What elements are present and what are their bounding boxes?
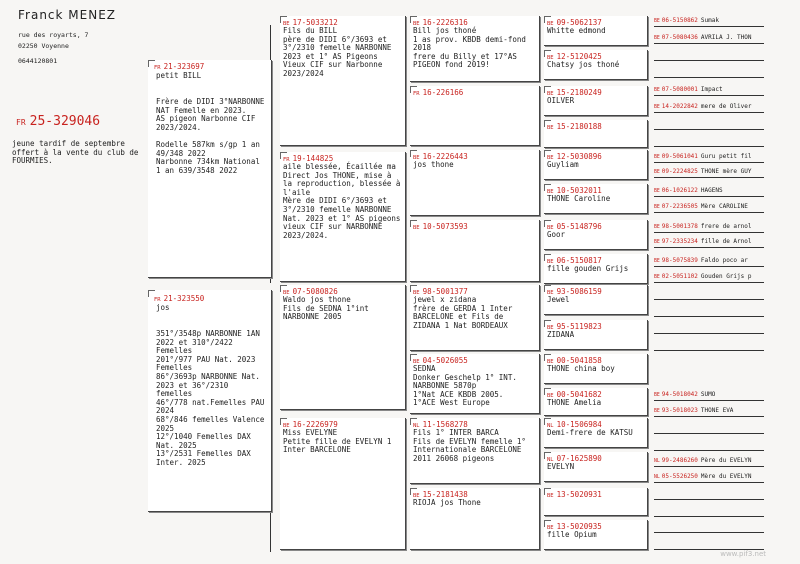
subject-description: jeune tardif de septembre offert à la vente du club de FOURMIES. [12, 139, 139, 166]
gen4-name: Guyliam [547, 160, 579, 169]
gen4-card[interactable]: BE 12-5030896 Guyliam [544, 150, 648, 180]
great-grandparent-notes: Fils 1° INTER BARCA Fils de EVELYN femelle 1° Internationale BARCELONE 2011 26068 pigeons [413, 428, 526, 463]
gen5-entry[interactable]: BE 06-5150862 Sumak [654, 15, 764, 27]
gen5-entry[interactable] [654, 538, 764, 550]
gen4-name: Demi-frere de KATSU [547, 428, 633, 437]
gen5-entry[interactable]: BE 98-5075839 Faldo poco ar [654, 255, 764, 267]
great-grandparent-notes: SEDNA Donker Geschelp 1° INT. NARBONNE 5870p 1°Nat ACE KBDB 2005. 1°ACE West Europe [413, 364, 517, 408]
gen5-entry[interactable]: BE 06-1026122 HAGENS [654, 185, 764, 197]
gen5-entry[interactable]: BE 98-5001378 frere de arnol [654, 221, 764, 233]
gen4-card[interactable]: BE 93-5086159 Jewel [544, 285, 648, 315]
gen4-name: Jewel [547, 295, 570, 304]
father-name: petit BILL [156, 71, 202, 80]
subject-country: FR [16, 118, 26, 127]
grandparent-notes: Miss EVELYNE Petite fille de EVELYN 1 Inter BARCELONE [283, 428, 392, 455]
gen5-entry[interactable]: BE 14-2022842 mere de Oliver [654, 101, 764, 113]
gen5-entry[interactable]: BE 02-5051102 Gouden Grijs p [654, 271, 764, 283]
gen4-name: THONE china boy [547, 364, 615, 373]
gen5-entry[interactable] [654, 288, 764, 300]
gen5-entry[interactable]: BE 97-2335234 fille de Arnol [654, 236, 764, 248]
great-grandparent-card[interactable]: NL 11-1568278 Fils 1° INTER BARCA Fils de EVELYN femelle 1° Internationale BARCELONE 2011 26068 pigeons [410, 418, 540, 484]
gen4-name: fille gouden Grijs [547, 264, 629, 273]
great-grandparent-card[interactable]: BE 16-2226316 Bill jos thoné 1 as prov. KBDB demi-fond 2018 frere du Billy et 17°AS PIGEON fond 2019! [410, 16, 540, 82]
gen4-name: EVELYN [547, 462, 575, 471]
gen5-entry[interactable]: BE 07-5080436 AVRILA J. THON [654, 32, 764, 44]
great-grandparent-card[interactable]: BE 10-5073593 [410, 220, 540, 282]
father-notes: Frère de DIDI 3°NARBONNE NAT Femelle en 2023. AS pigeon Narbonne CIF 2023/2024. Rodelle 587km s/gp 1 an 49/348 2022 Narbonne 734km National 1 an 639/3548 2022 [156, 97, 265, 175]
gen4-card[interactable]: BE 95-5119823 ZIDANA [544, 320, 648, 350]
gen4-card[interactable]: BE 12-5120425 Chatsy jos thoné [544, 50, 648, 80]
grandparent-notes: aile blessée, Écaillée ma Direct Jos THONE, mise à la reproduction, blessée à l'aile Mère de DIDI 6°/3693 et 3°/2310 femelle NARBONNE Nat. 2023 et 1° AS pigeons vieux CIF sur NARBONNE 2023/2024. [283, 162, 401, 240]
great-grandparent-notes: RIOJA jos Thone [413, 498, 481, 507]
gen4-card[interactable]: BE 06-5150817 fille gouden Grijs [544, 254, 648, 284]
gen5-entry[interactable] [654, 118, 764, 130]
gen5-entry[interactable]: NL 05-5526250 Mère du EVELYN [654, 471, 764, 483]
gen4-card[interactable]: BE 13-5020931 [544, 488, 648, 516]
great-grandparent-notes: jewel x zidana frère de GERDA 1 Inter BARCELONE et Fils de ZIDANA 1 Nat BORDEAUX [413, 295, 513, 330]
gen5-entry[interactable] [654, 488, 764, 500]
gen4-card[interactable]: BE 00-5041682 THONE Amelia [544, 388, 648, 416]
gen5-entry[interactable] [654, 66, 764, 78]
grandparent-notes: Fils du BILL père de DIDI 6°/3693 et 3°/2310 femelle NARBONNE 2023 et 1° AS Pigeons Vieux CIF sur Narbonne 2023/2024 [283, 26, 392, 78]
subject-ring [16, 114, 100, 129]
great-grandparent-card[interactable]: BE 16-2226443 jos thone [410, 150, 540, 216]
gen4-card[interactable]: BE 10-5032011 THONE Caroline [544, 184, 648, 214]
gen4-name: OILVER [547, 96, 575, 105]
gen5-entry[interactable]: NL 99-2486260 Père du EVELYN [654, 455, 764, 467]
grandparent-notes: Waldo jos thone Fils de SEDNA 1°int NARBONNE 2005 [283, 295, 369, 322]
gen5-entry[interactable]: BE 09-5061041 Guru petit fil [654, 151, 764, 163]
subject-ring-number: 25-329046 [29, 114, 101, 129]
grandparent-card[interactable]: BE 17-5033212 Fils du BILL père de DIDI 6°/3693 et 3°/2310 femelle NARBONNE 2023 et 1° AS Pigeons Vieux CIF sur Narbonne 2023/2024 [280, 16, 406, 146]
gen4-card[interactable]: BE 15-2180249 OILVER [544, 86, 648, 116]
gen5-entry[interactable]: BE 07-5080001 Impact [654, 84, 764, 96]
great-grandparent-notes: jos thone [413, 160, 454, 169]
gen4-card[interactable]: NL 10-1506984 Demi-frere de KATSU [544, 418, 648, 448]
watermark: www.pif3.net [720, 550, 766, 558]
gen5-entry[interactable] [654, 305, 764, 317]
mother-ring: FR 21-323550 [154, 294, 205, 303]
great-grandparent-card[interactable]: BE 15-2181438 RIOJA jos Thone [410, 488, 540, 550]
gen4-card[interactable]: BE 15-2180188 [544, 120, 648, 148]
grandparent-card[interactable]: FR 19-144825 aile blessée, Écaillée ma Direct Jos THONE, mise à la reproduction, blessée à l'aile Mère de DIDI 6°/3693 et 3°/2310 femelle NARBONNE Nat. 2023 et 1° AS pigeons vieux CIF sur NARBONNE 2023/2024. [280, 152, 406, 282]
owner-street: rue des royarts, 7 [18, 31, 89, 39]
grandparent-card[interactable]: BE 07-5080826 Waldo jos thone Fils de SEDNA 1°int NARBONNE 2005 [280, 285, 406, 410]
gen5-entry[interactable] [654, 439, 764, 451]
gen4-name: THONE Amelia [547, 398, 602, 407]
gen4-card[interactable]: BE 00-5041858 THONE china boy [544, 354, 648, 384]
gen4-name: fille Opium [547, 530, 597, 539]
gen5-entry[interactable] [654, 505, 764, 517]
great-grandparent-card[interactable]: BE 04-5026055 SEDNA Donker Geschelp 1° INT. NARBONNE 5870p 1°Nat ACE KBDB 2005. 1°ACE West Europe [410, 354, 540, 414]
gen5-entry[interactable] [654, 135, 764, 147]
mother-card[interactable] [148, 290, 272, 512]
gen4-name: ZIDANA [547, 330, 575, 339]
gen4-card[interactable]: BE 13-5020935 fille Opium [544, 520, 648, 550]
gen4-card[interactable]: BE 09-5062137 Whitte edmond [544, 16, 648, 46]
gen5-entry[interactable] [654, 521, 764, 533]
gen4-name: Whitte edmond [547, 26, 606, 35]
great-grandparent-card[interactable]: BE 98-5001377 jewel x zidana frère de GERDA 1 Inter BARCELONE et Fils de ZIDANA 1 Nat BORDEAUX [410, 285, 540, 351]
gen5-entry[interactable] [654, 422, 764, 434]
great-grandparent-card[interactable]: FR 16-226166 [410, 86, 540, 146]
great-grandparent-notes: Bill jos thoné 1 as prov. KBDB demi-fond 2018 frere du Billy et 17°AS PIGEON fond 2019! [413, 26, 526, 70]
gen5-entry[interactable]: BE 09-2224825 THONE mère GUY [654, 166, 764, 178]
gen5-entry[interactable]: BE 94-5018042 SUMO [654, 389, 764, 401]
father-card[interactable] [148, 60, 272, 278]
gen4-name: Goor [547, 230, 566, 239]
gen5-entry[interactable] [654, 49, 764, 61]
owner-phone: 0644120801 [18, 57, 58, 65]
gen4-name: Chatsy jos thoné [547, 60, 620, 69]
father-ring: FR 21-323697 [154, 62, 205, 71]
mother-notes: 351°/3548p NARBONNE 1AN 2022 et 310°/2422 Femelles 201°/977 PAU Nat. 2023 Femelles 86°/3693p NARBONNE Nat. 2023 et 36°/2310 femelles 46°/778 nat.Femelles PAU 2024 68°/846 femelles Valence 2025 12°/1040 Femelles DAX Nat. 2025 13°/2531 Femelles DAX Inter. 2025 [156, 329, 265, 467]
gen5-entry[interactable]: BE 93-5018023 THONE EVA [654, 405, 764, 417]
gen4-card[interactable]: NL 07-1625890 EVELYN [544, 452, 648, 482]
grandparent-card[interactable]: BE 16-2226979 Miss EVELYNE Petite fille de EVELYN 1 Inter BARCELONE [280, 418, 406, 550]
owner-city: 02250 Voyenne [18, 42, 69, 50]
gen4-name: THONE Caroline [547, 194, 611, 203]
gen4-card[interactable]: BE 05-5148796 Goor [544, 220, 648, 250]
owner-name: Franck MENEZ [18, 8, 116, 22]
mother-name: jos [156, 303, 170, 312]
gen5-entry[interactable] [654, 322, 764, 334]
gen5-entry[interactable]: BE 07-2236505 Mère CAROLINE [654, 201, 764, 213]
gen5-entry[interactable] [654, 339, 764, 351]
